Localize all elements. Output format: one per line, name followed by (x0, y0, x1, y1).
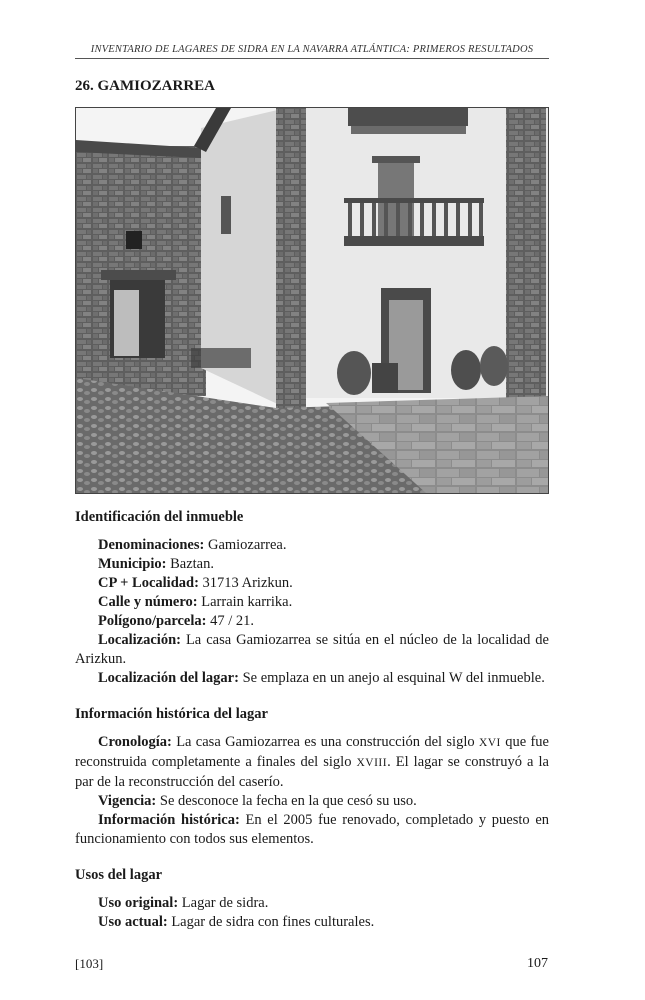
cp-label: CP + Localidad: (98, 575, 199, 591)
denominaciones-line (75, 536, 549, 555)
calle-label: Calle y número: (98, 594, 198, 610)
vigencia-label: Vigencia: (98, 793, 157, 809)
identificacion-heading: Identificación del inmueble (75, 509, 244, 525)
localizacion-lagar-line (75, 669, 549, 688)
uso-actual-label: Uso actual: (98, 914, 168, 930)
cp-value: 31713 Arizkun. (198, 575, 293, 591)
section-gap (75, 849, 549, 866)
localizacion-value: La casa Gamiozarrea se sitúa en el núcleo de la localidad de Arizkun. (75, 632, 549, 667)
uso-actual-value: Lagar de sidra con fines culturales. (167, 914, 375, 930)
cronologia-text-3: . El lagar se construyó a la par de la reconstrucción del caserío. (75, 754, 549, 790)
building-photo (75, 107, 549, 494)
municipio-value: Baztan. (166, 556, 214, 572)
poligono-line (75, 612, 549, 631)
cronologia-text-2: que fue reconstruida completamente a finales del siglo (75, 734, 549, 770)
calle-line (75, 593, 549, 612)
vigencia-line (75, 792, 549, 811)
municipio-label: Municipio: (98, 556, 167, 572)
localizacion-lagar-label: Localización del lagar: (98, 670, 239, 686)
localizacion-lagar-value: Se emplaza en un anejo al esquinal W del inmueble. (238, 670, 545, 686)
poligono-value: 47 / 21. (206, 613, 255, 629)
denominaciones-value: Gamiozarrea. (204, 537, 287, 553)
denominaciones-label: Denominaciones: (98, 537, 205, 553)
poligono-label: Polígono/parcela: (98, 613, 207, 629)
uso-original-value: Lagar de sidra. (178, 895, 269, 911)
section-gap (75, 688, 549, 705)
info-historica-label: Información histórica: (98, 812, 240, 828)
calle-value: Larrain karrika. (197, 594, 293, 610)
uso-actual-line (75, 913, 549, 932)
uso-original-line (75, 894, 549, 913)
uso-original-label: Uso original: (98, 895, 179, 911)
photo-illustration (76, 108, 548, 493)
footer-page-bracket: [103] (75, 956, 104, 971)
info-historica-line (75, 811, 549, 849)
document-body (75, 508, 549, 932)
cronologia-siglo-2: XVIII (356, 757, 388, 769)
info-historica-value: En el 2005 fue renovado, completado y puesto en funcionamiento con todos sus elementos. (75, 812, 549, 847)
cronologia-line (75, 733, 549, 792)
header-rule (75, 58, 549, 59)
cronologia-label: Cronología: (98, 734, 172, 750)
localizacion-label: Localización: (98, 632, 181, 648)
historia-heading: Información histórica del lagar (75, 706, 268, 722)
cronologia-text-1: La casa Gamiozarrea es una construcción del siglo (171, 734, 479, 750)
running-header: INVENTARIO DE LAGARES DE SIDRA EN LA NAVARRA ATLÁNTICA: PRIMEROS RESULTADOS (90, 44, 534, 55)
usos-heading: Usos del lagar (75, 867, 162, 883)
municipio-line (75, 555, 549, 574)
footer-page-number: 107 (527, 956, 548, 971)
vigencia-value: Se desconoce la fecha en la que cesó su uso. (156, 793, 417, 809)
cronologia-siglo-1: XVI (478, 737, 501, 749)
cp-line (75, 574, 549, 593)
localizacion-line (75, 631, 549, 669)
section-title: 26. GAMIOZARREA (75, 78, 216, 94)
